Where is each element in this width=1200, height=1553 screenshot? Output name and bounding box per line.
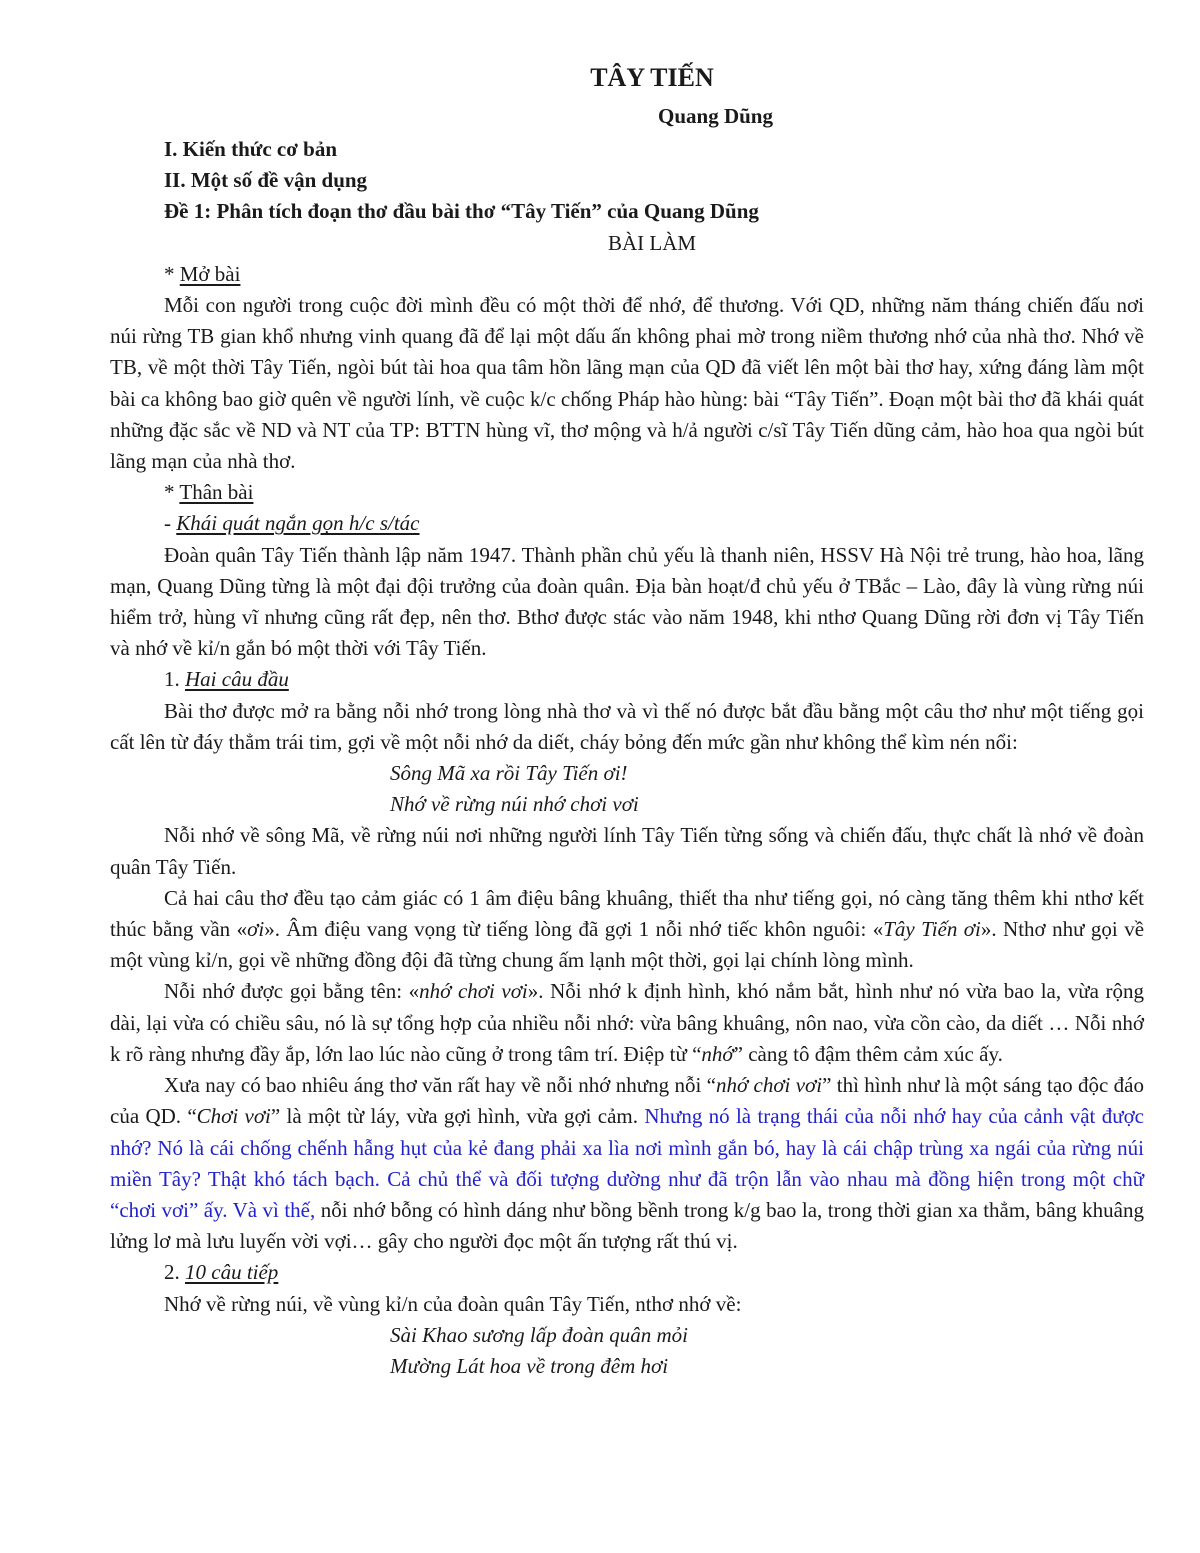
doc-author: Quang Dũng xyxy=(658,104,773,128)
poem-line: Mường Lát hoa về trong đêm hơi xyxy=(390,1353,669,1378)
text-run: ” càng tô đậm thêm cảm xúc ấy. xyxy=(733,1041,1003,1066)
s1-number: 1. xyxy=(164,667,185,692)
paragraph-mo-bai: Mỗi con người trong cuộc đời mình đều có một thời để nhớ, để thương. Với QD, những năm tháng chiến đấu nơi núi rừng TB gian khổ nhưng vinh quang đã để lại một dấu ấn không phai mờ trong niềm thương nhớ của nhà thơ. Nhớ về TB, về một thời Tây Tiến, ngòi bút tài hoa qua tâm hồn lãng mạn của QD đã viết lên một bài thơ hay, xứng đáng làm một bài ca không bao giờ quên về người lính, về cuộc k/c chống Pháp hào hùng: bài “Tây Tiến”. Đoạn một bài thơ đã khái quát những đặc sắc về ND và NT của TP: BTTN hùng vĩ, thơ mộng và h/ả người c/sĩ Tây Tiến dũng cảm, hào hoa qua ngòi bút lãng mạn của nhà thơ. xyxy=(110,293,1144,474)
italic-run: nhớ xyxy=(701,1041,734,1066)
blue-text-run: Nhưng nó là trạng thái của nỗi nhớ hay của cảnh vật được nhớ? Nó là cái chống chếnh hẫng hụt của kẻ đang phải xa lìa nơi mình gắn bó, hay là cái chập trùng xa ngái của rừng núi miền Tây? Thật khó tách bạch. Cả chủ thể và đối tượng dường như đã trộn lẫn vào nhau mà đồng hiện trong một chữ “chơi vơi” ấy. Và vì thế, xyxy=(110,1104,1145,1222)
section-than-bai xyxy=(110,477,1144,508)
than-bai-label: Thân bài xyxy=(179,480,254,505)
heading-kien-thuc: I. Kiến thức cơ bản xyxy=(164,137,337,161)
s1-label: Hai câu đầu xyxy=(185,667,289,692)
text-run: ” là một từ láy, vừa gợi hình, vừa gợi cảm. xyxy=(270,1104,645,1129)
subsection-10-cau-tiep xyxy=(110,1257,1144,1288)
italic-run: nhớ chơi vơi xyxy=(419,979,528,1004)
paragraph-mo-dau: Bài thơ được mở ra bằng nỗi nhớ trong lòng nhà thơ và vì thế nó được bắt đầu bằng một câu thơ như một tiếng gọi cất lên từ đáy thẳm trái tim, gợi về một nỗi nhớ da diết, cháy bỏng đến mức gần như không thể kìm nén nổi: xyxy=(110,698,1144,754)
doc-title: TÂY TIẾN xyxy=(590,63,714,92)
s2-label: 10 câu tiếp xyxy=(185,1260,279,1285)
document-page xyxy=(110,52,1144,1382)
paragraph-sang-tao xyxy=(110,1070,1144,1257)
khai-quat-label: Khái quát ngắn gọn h/c s/tác xyxy=(176,511,420,536)
section-mo-bai xyxy=(110,259,1144,290)
italic-run: Chơi vơi xyxy=(196,1104,271,1129)
heading-de-van-dung: II. Một số đề vận dụng xyxy=(164,168,368,193)
text-run: Cả hai câu thơ đều tạo cảm giác có 1 âm điệu bâng khuâng, thiết tha như tiếng gọi, nó càng tăng thêm khi nthơ kết thúc bằng vần « xyxy=(110,885,1144,942)
heading-de-1: Đề 1: Phân tích đoạn thơ đầu bài thơ “Tây Tiến” của Quang Dũng xyxy=(164,199,759,224)
mo-bai-label: Mở bài xyxy=(179,261,241,286)
paragraph-noi-nho: Nỗi nhớ về sông Mã, về rừng núi nơi những người lính Tây Tiến từng sống và chiến đấu, thực chất là nhớ về đoàn quân Tây Tiến. xyxy=(110,823,1144,879)
text-run: Nỗi nhớ được gọi bằng tên: « xyxy=(164,979,420,1004)
text-run: nỗi nhớ bỗng có hình dáng như bồng bềnh trong k/g bao la, trong thời gian xa thẳm, bâng khuâng lửng lơ mà lưu luyến vời vợi… gây cho người đọc một ấn tượng rất thú vị. xyxy=(110,1197,1144,1254)
paragraph-nho-ve-rung: Nhớ về rừng núi, về vùng kỉ/n của đoàn quân Tây Tiến, nthơ nhớ về: xyxy=(164,1291,742,1316)
text-run: Xưa nay có bao nhiêu áng thơ văn rất hay về nỗi nhớ nhưng nỗi “ xyxy=(164,1073,716,1098)
than-bai-star: * xyxy=(164,480,180,505)
poem-line: Sài Khao sương lấp đoàn quân mỏi xyxy=(390,1322,689,1347)
subsection-hai-cau-dau xyxy=(110,664,1144,695)
paragraph-nho-choi-voi xyxy=(110,976,1144,1070)
text-run: ” thì hình như là một sáng tạo độc đáo của QD. “ xyxy=(110,1073,1144,1129)
text-run: ». Nỗi nhớ k định hình, khó nắm bắt, hình như nó vừa bao la, vừa rộng dài, lại vừa có chiều sâu, nó là sự tổng hợp của nhiều nỗi nhớ: vừa bâng khuâng, nôn nao, vừa cồn cào, da diết … Nỗi nhớ k rõ ràng nhưng đầy ắp, lớn lao lúc nào cũng ở trong tâm trí. Điệp từ “ xyxy=(110,979,1144,1066)
text-run: ». Âm điệu vang vọng từ tiếng lòng đã gợi 1 nỗi nhớ tiếc khôn nguôi: « xyxy=(264,917,884,942)
paragraph-am-dieu xyxy=(110,883,1144,977)
mo-bai-star: * xyxy=(164,261,180,286)
subsection-khai-quat xyxy=(110,508,1144,539)
italic-run: ơi xyxy=(247,917,265,942)
poem-line: Sông Mã xa rồi Tây Tiến ơi! xyxy=(390,761,628,786)
s2-number: 2. xyxy=(164,1260,185,1285)
paragraph-khai-quat: Đoàn quân Tây Tiến thành lập năm 1947. Thành phần chủ yếu là thanh niên, HSSV Hà Nội trẻ trung, hào hoa, lãng mạn, Quang Dũng từng là một đại đội trưởng của đoàn quân. Địa bàn hoạt/đ chủ yếu ở TBắc – Lào, đây là vùng rừng núi hiểm trở, hùng vĩ nhưng cũng rất đẹp, nên thơ. Bthơ được stác vào năm 1948, khi nthơ Quang Dũng rời đơn vị Tây Tiến và nhớ về kỉ/n gắn bó một thời với Tây Tiến. xyxy=(110,542,1144,661)
bai-lam-label: BÀI LÀM xyxy=(607,230,697,255)
italic-run: Tây Tiến ơi xyxy=(883,917,981,942)
khai-quat-dash: - xyxy=(164,511,177,536)
poem-line: Nhớ về rừng núi nhớ chơi vơi xyxy=(390,792,639,817)
text-run: ». Nthơ như gọi về một vùng kỉ/n, gọi về những đồng đội đã từng chung ấm lạnh một thời, gọi lại chính lòng mình. xyxy=(110,917,1145,973)
italic-run: nhớ chơi vơi xyxy=(715,1073,823,1098)
